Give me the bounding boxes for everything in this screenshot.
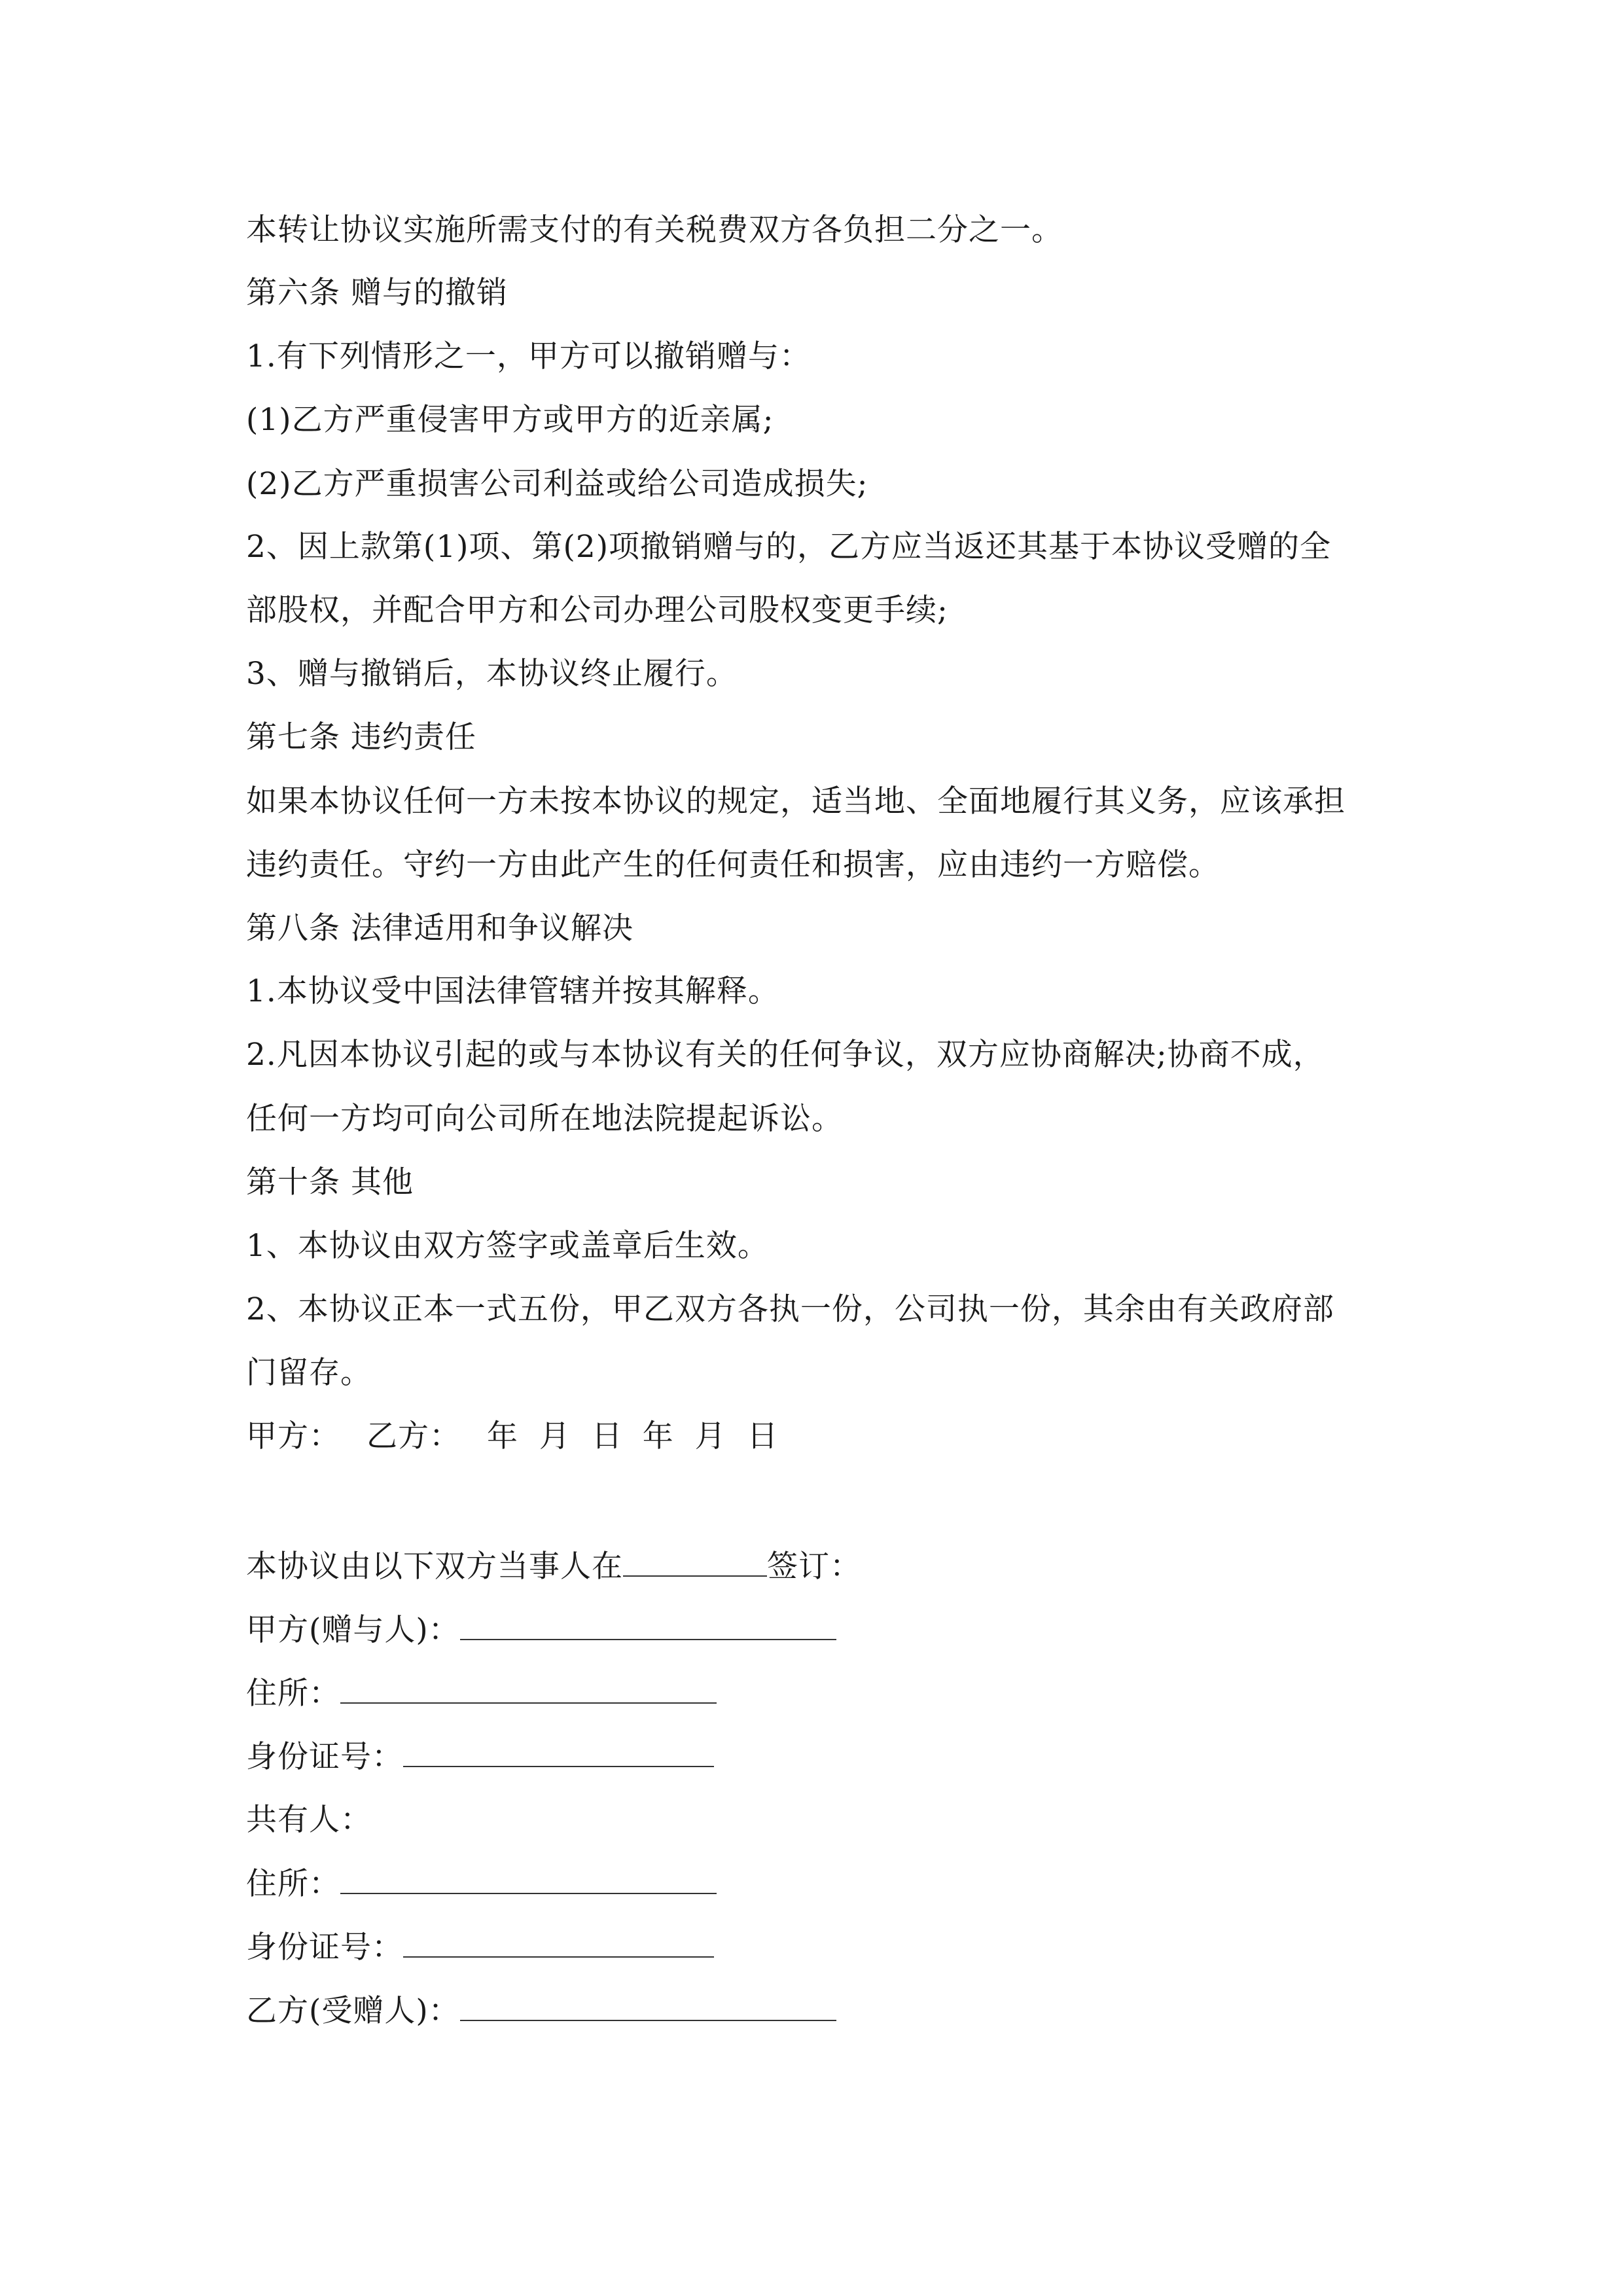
party-b-donee-label: 乙方(受赠人)：: [246, 1993, 460, 2029]
signing-intro-end: 签订：: [767, 1549, 861, 1585]
address-label: 住所：: [246, 1866, 340, 1902]
party-a-label: 甲方：: [246, 1418, 340, 1454]
body-line: 违约责任。守约一方由此产生的任何责任和损害，应由违约一方赔偿。: [246, 847, 1220, 883]
id-number-field-2[interactable]: [403, 1928, 714, 1958]
body-line: 1.本协议受中国法律管辖并按其解释。: [246, 973, 779, 1009]
address-row-1: [246, 1674, 717, 1713]
body-line: 门留存。: [246, 1355, 372, 1391]
body-line: 任何一方均可向公司所在地法院提起诉讼。: [246, 1101, 843, 1137]
signing-place-field[interactable]: [623, 1547, 767, 1577]
article-10-heading: 第十条 其他: [246, 1164, 414, 1200]
date-b: 年 月 日: [642, 1418, 779, 1454]
body-line: 1.有下列情形之一，甲方可以撤销赠与：: [246, 338, 811, 374]
co-owner-label: 共有人：: [246, 1802, 372, 1838]
body-line: 1、本协议由双方签字或盖章后生效。: [246, 1228, 769, 1264]
body-line: 2、本协议正本一式五份，甲乙双方各执一份，公司执一份，其余由有关政府部: [246, 1291, 1334, 1327]
party-a-name-field[interactable]: [460, 1610, 836, 1640]
signature-line: [246, 1417, 779, 1456]
article-6-heading: 第六条 赠与的撤销: [246, 275, 508, 311]
id-row-2: [246, 1928, 714, 1967]
body-line: 2.凡因本协议引起的或与本协议有关的任何争议，双方应协商解决;协商不成，: [246, 1037, 1325, 1073]
co-owner-row: [246, 1801, 372, 1840]
signing-intro: [246, 1547, 861, 1587]
party-b-row: [246, 1991, 836, 2031]
address-field-1[interactable]: [340, 1674, 717, 1704]
body-line: (1)乙方严重侵害甲方或甲方的近亲属;: [246, 402, 774, 438]
address-field-2[interactable]: [340, 1864, 717, 1894]
body-line: 如果本协议任何一方未按本协议的规定，适当地、全面地履行其义务，应该承担: [246, 783, 1346, 819]
id-number-field-1[interactable]: [403, 1737, 714, 1767]
date-a: 年 月 日: [487, 1418, 623, 1454]
body-line: 本转让协议实施所需支付的有关税费双方各负担二分之一。: [246, 212, 1063, 248]
body-line: 部股权，并配合甲方和公司办理公司股权变更手续;: [246, 592, 948, 628]
party-a-row: [246, 1610, 836, 1650]
address-row-2: [246, 1864, 717, 1904]
id-number-label: 身份证号：: [246, 1739, 403, 1775]
signing-intro-text: 本协议由以下双方当事人在: [246, 1549, 623, 1585]
body-line: 3、赠与撤销后，本协议终止履行。: [246, 656, 738, 692]
body-line: 2、因上款第(1)项、第(2)项撤销赠与的，乙方应当返还其基于本协议受赠的全: [246, 529, 1332, 565]
address-label: 住所：: [246, 1676, 340, 1712]
party-a-donor-label: 甲方(赠与人)：: [246, 1612, 460, 1648]
party-b-label: 乙方：: [366, 1418, 461, 1454]
id-number-label: 身份证号：: [246, 1929, 403, 1965]
party-b-name-field[interactable]: [460, 1991, 836, 2021]
body-line: (2)乙方严重损害公司利益或给公司造成损失;: [246, 466, 868, 502]
article-7-heading: 第七条 违约责任: [246, 719, 476, 755]
article-8-heading: 第八条 法律适用和争议解决: [246, 910, 633, 946]
id-row-1: [246, 1737, 714, 1777]
